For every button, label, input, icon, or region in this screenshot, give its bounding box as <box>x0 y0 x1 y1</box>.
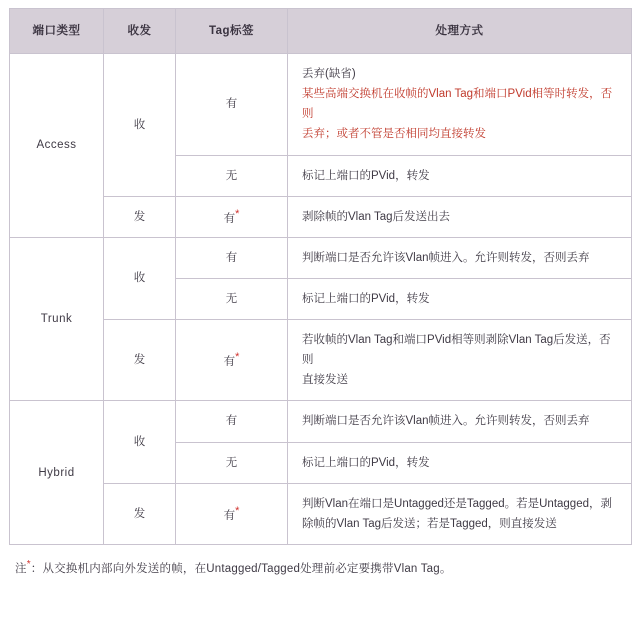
action-line: 丢弃(缺省) <box>302 68 356 80</box>
cell-tag: 有* <box>176 320 288 401</box>
table-row <box>10 483 632 544</box>
table-body <box>10 54 632 545</box>
cell-tag: 无 <box>176 155 288 196</box>
cell-direction: 发 <box>104 196 176 237</box>
column-header-action: 处理方式 <box>288 9 632 54</box>
column-header-port-type: 端口类型 <box>10 9 104 54</box>
cell-tag: 无 <box>176 442 288 483</box>
footnote <box>15 559 631 576</box>
table-row <box>10 401 632 442</box>
action-line: 除帧的Vlan Tag后发送；若是Tagged，则直接发送 <box>302 517 557 530</box>
cell-direction: 收 <box>104 54 176 197</box>
table-header-row <box>10 9 632 54</box>
cell-action <box>288 196 632 237</box>
vlan-table-container <box>9 8 631 576</box>
tag-asterisk-marker: * <box>235 504 240 517</box>
vlan-processing-table <box>9 8 632 545</box>
action-line: 某些高端交换机在收帧的Vlan Tag和端口PVid相等时转发，否则 <box>302 88 613 121</box>
cell-tag: 有 <box>176 401 288 442</box>
action-line: 直接发送 <box>302 374 348 387</box>
cell-action <box>288 155 632 196</box>
table-header <box>10 9 632 54</box>
action-line: 标记上端口的PVid，转发 <box>302 292 430 305</box>
footnote-prefix: 注 <box>15 562 27 575</box>
footnote-star: * <box>26 558 31 570</box>
cell-tag: 有* <box>176 483 288 544</box>
table-row <box>10 196 632 237</box>
cell-action <box>288 237 632 278</box>
cell-port-type: Trunk <box>10 237 104 401</box>
cell-direction: 收 <box>104 401 176 483</box>
tag-asterisk-marker: * <box>235 207 240 220</box>
action-line: 丢弃；或者不管是否相同均直接转发 <box>302 128 486 141</box>
cell-action <box>288 483 632 544</box>
action-line: 判断端口是否允许该Vlan帧进入。允许则转发，否则丢弃 <box>302 415 590 428</box>
column-header-tag: Tag标签 <box>176 9 288 54</box>
tag-asterisk-marker: * <box>235 351 240 364</box>
cell-tag: 无 <box>176 278 288 319</box>
cell-action <box>288 320 632 401</box>
cell-direction: 发 <box>104 320 176 401</box>
action-line: 判断Vlan在端口是Untagged还是Tagged。若是Untagged，剥 <box>302 497 612 510</box>
action-line: 标记上端口的PVid，转发 <box>302 169 430 182</box>
action-line: 剥除帧的Vlan Tag后发送出去 <box>302 210 451 223</box>
table-row <box>10 54 632 156</box>
action-line: 判断端口是否允许该Vlan帧进入。允许则转发，否则丢弃 <box>302 251 590 264</box>
cell-direction: 收 <box>104 237 176 319</box>
cell-tag: 有* <box>176 196 288 237</box>
column-header-direction: 收发 <box>104 9 176 54</box>
cell-action <box>288 442 632 483</box>
footnote-text: ：从交换机内部向外发送的帧，在Untagged/Tagged处理前必定要携带Vlan Tag。 <box>30 562 452 575</box>
table-row <box>10 237 632 278</box>
cell-action <box>288 54 632 156</box>
cell-tag: 有 <box>176 54 288 156</box>
table-row <box>10 320 632 401</box>
cell-action <box>288 401 632 442</box>
cell-direction: 发 <box>104 483 176 544</box>
cell-port-type: Access <box>10 54 104 238</box>
cell-port-type: Hybrid <box>10 401 104 545</box>
cell-action <box>288 278 632 319</box>
action-line: 若收帧的Vlan Tag和端口PVid相等则剥除Vlan Tag后发送，否则 <box>302 334 611 367</box>
cell-tag: 有 <box>176 237 288 278</box>
action-line: 标记上端口的PVid，转发 <box>302 456 430 469</box>
